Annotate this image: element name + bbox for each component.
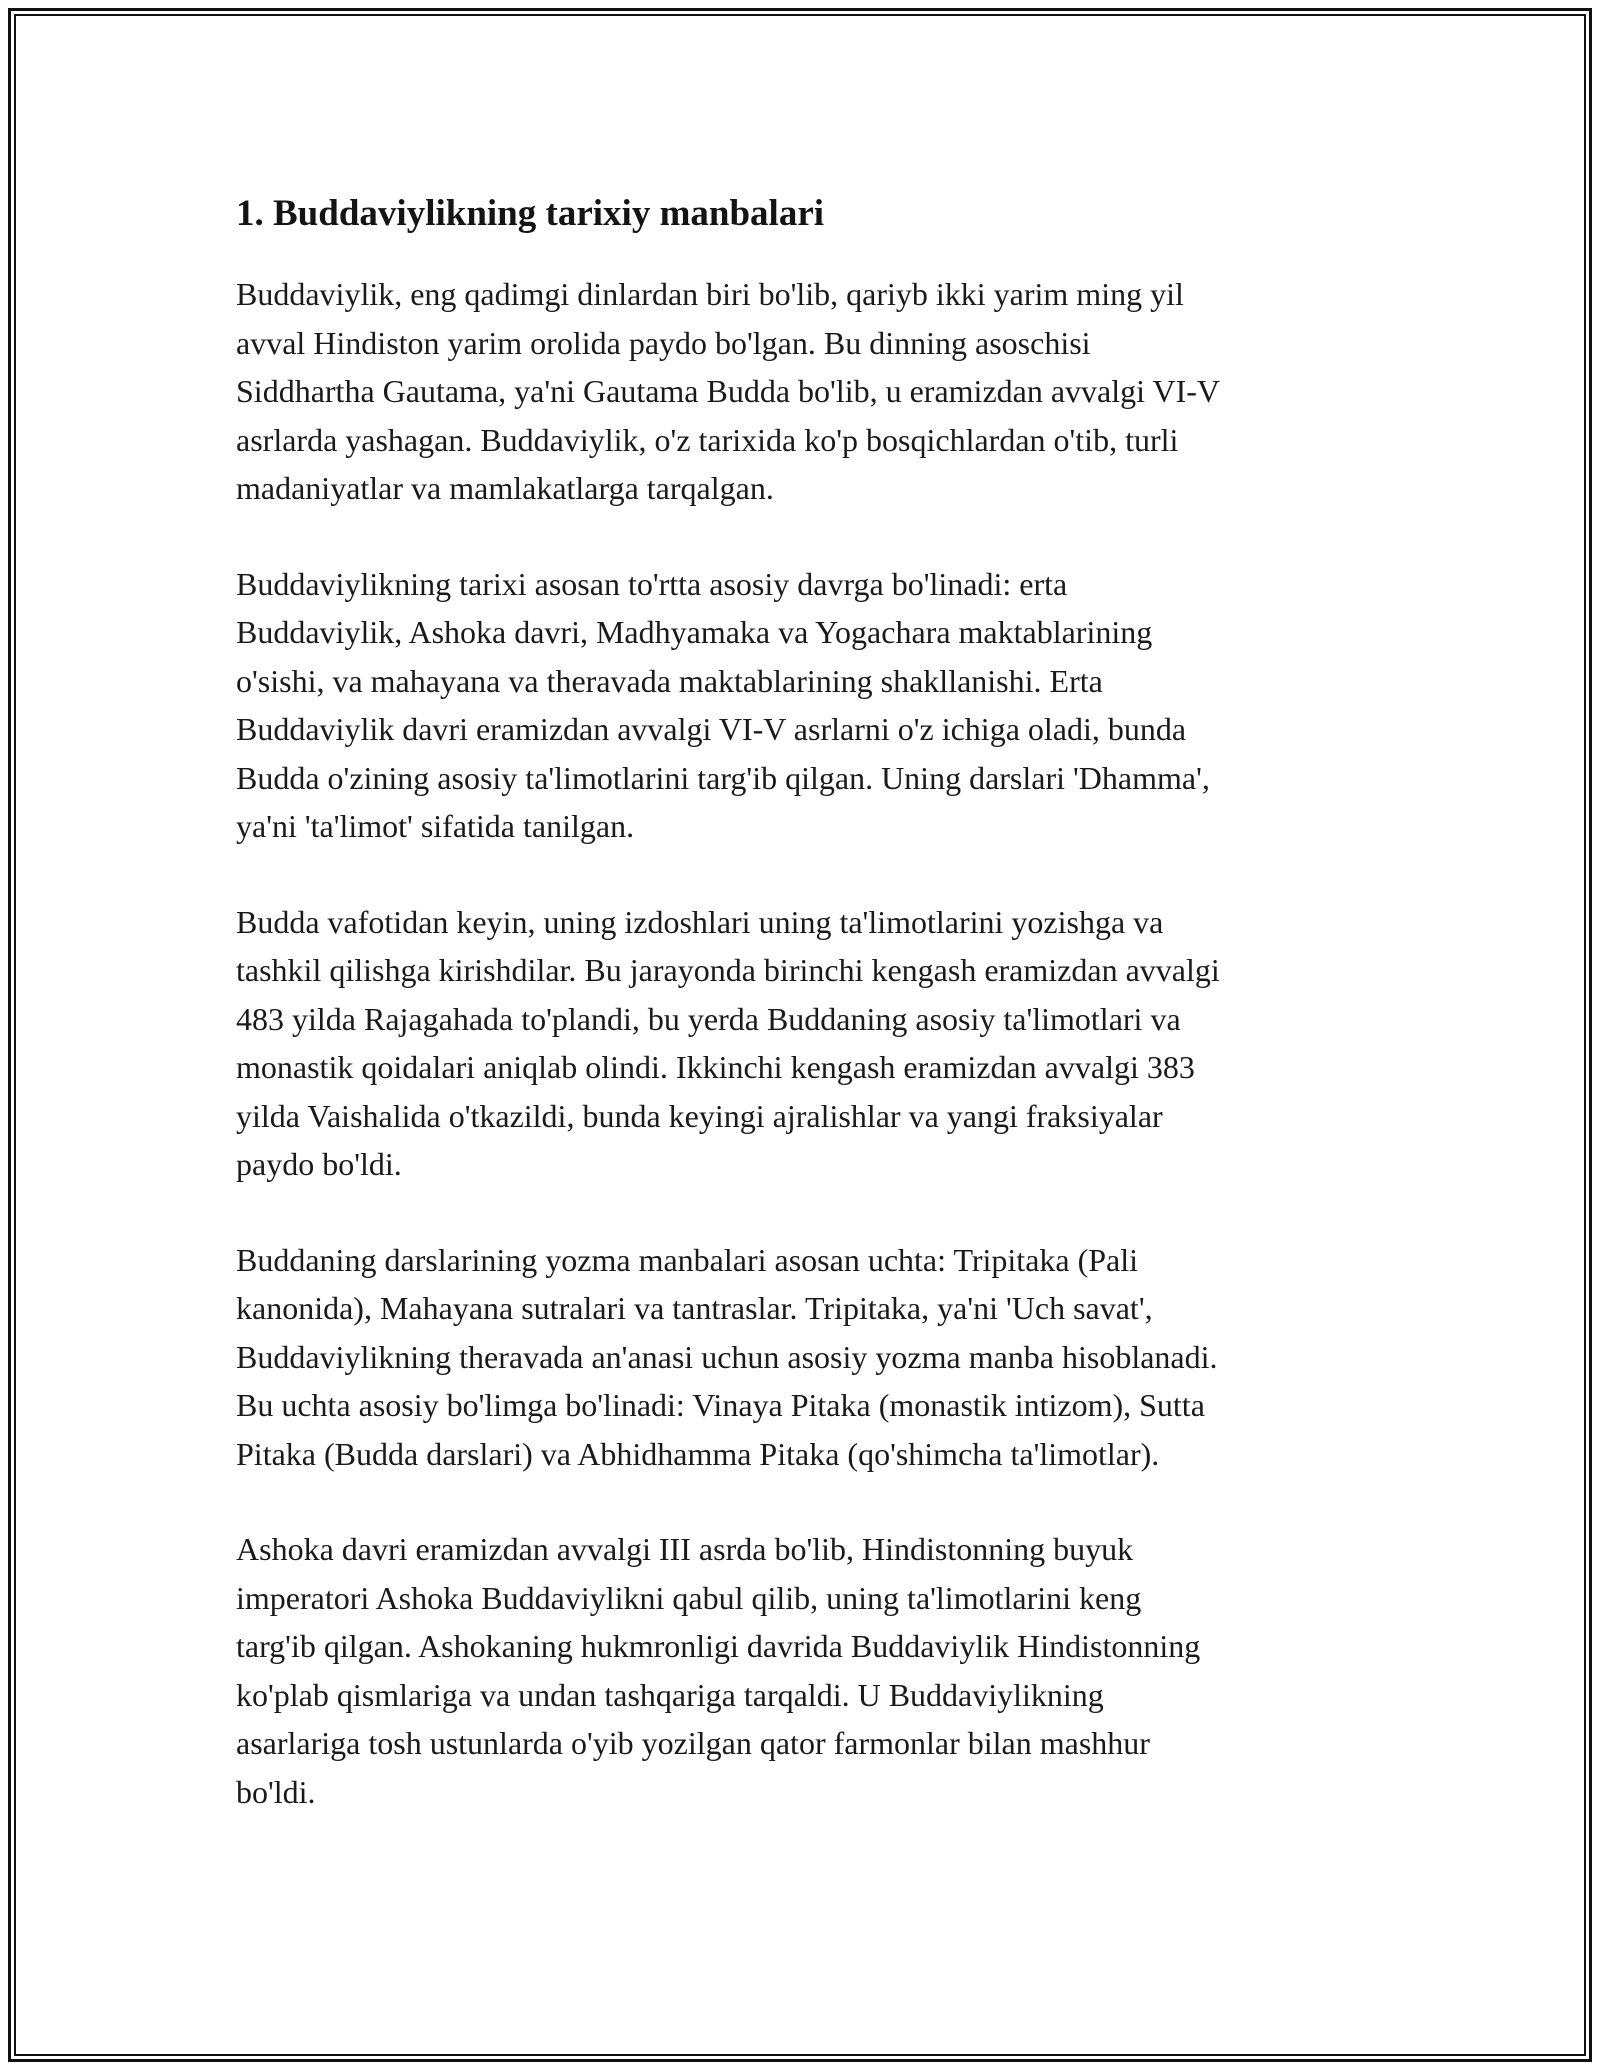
paragraph-periods: [236, 560, 1366, 851]
text-line: Bu uchta asosiy bo'limga bo'linadi: Vinaya Pitaka (monastik intizom), Sutta: [236, 1387, 1205, 1423]
text-line: tashkil qilishga kirishdilar. Bu jarayonda birinchi kengash eramizdan avvalgi: [236, 952, 1220, 988]
text-line: imperatori Ashoka Buddaviylikni qabul qilib, uning ta'limotlarini keng: [236, 1579, 1142, 1616]
text-line: kanonida), Mahayana sutralari va tantraslar. Tripitaka, ya'ni 'Uch savat',: [236, 1290, 1153, 1326]
text-line: avval Hindiston yarim orolida paydo bo'lgan. Bu dinning asoschisi: [236, 324, 1091, 361]
text-line: asrlarda yashagan. Buddaviylik, o'z tarixida ko'p bosqichlardan o'tib, turli: [236, 421, 1179, 458]
text-line: targ'ib qilgan. Ashokaning hukmronligi davrida Buddaviylik Hindistonning: [236, 1628, 1201, 1664]
text-line: paydo bo'ldi.: [236, 1146, 402, 1182]
text-line: ko'plab qismlariga va undan tashqariga tarqaldi. U Buddaviylikning: [236, 1676, 1104, 1713]
text-line: ya'ni 'ta'limot' sifatida tanilgan.: [236, 808, 635, 844]
text-line: bo'ldi.: [236, 1773, 316, 1810]
text-line: Buddaviylikning theravada an'anasi uchun asosiy yozma manba hisoblanadi.: [236, 1338, 1218, 1375]
text-line: asarlariga tosh ustunlarda o'yib yozilgan qator farmonlar bilan mashhur: [236, 1725, 1150, 1761]
text-line: Siddhartha Gautama, ya'ni Gautama Budda bo'lib, u eramizdan avvalgi VI-V: [236, 373, 1220, 409]
text-line: monastik qoidalari aniqlab olindi. Ikkinchi kengash eramizdan avvalgi 383: [236, 1049, 1195, 1085]
text-line: o'sishi, va mahayana va theravada maktablarining shakllanishi. Erta: [236, 662, 1103, 699]
text-line: Buddaviylik davri eramizdan avvalgi VI-V asrlarni o'z ichiga oladi, bunda: [236, 711, 1187, 747]
text-line: yilda Vaishalida o'tkazildi, bunda keyingi ajralishlar va yangi fraksiyalar: [236, 1097, 1163, 1134]
text-line: Buddaviylikning tarixi asosan to'rtta asosiy davrga bo'linadi: erta: [236, 565, 1068, 602]
text-line: madaniyatlar va mamlakatlarga tarqalgan.: [236, 470, 774, 506]
text-line: Budda vafotidan keyin, uning izdoshlari uning ta'limotlarini yozishga va: [236, 903, 1164, 940]
section-heading: 1. Buddaviylikning tarixiy manbalari: [236, 193, 825, 234]
paragraph-ashoka: [236, 1525, 1366, 1816]
text-line: Ashoka davri eramizdan avvalgi III asrda bo'lib, Hindistonning buyuk: [236, 1531, 1134, 1567]
text-line: 483 yilda Rajagahada to'plandi, bu yerda Buddaning asosiy ta'limotlari va: [236, 1000, 1181, 1037]
paragraph-intro: [236, 270, 1366, 513]
text-line: Buddaviylik, eng qadimgi dinlardan biri bo'lib, qariyb ikki yarim ming yil: [236, 276, 1184, 312]
text-line: Buddaviylik, Ashoka davri, Madhyamaka va Yogachara maktablarining: [236, 614, 1153, 650]
text-line: Buddaning darslarining yozma manbalari asosan uchta: Tripitaka (Pali: [236, 1241, 1139, 1278]
text-line: Budda o'zining asosiy ta'limotlarini targ'ib qilgan. Uning darslari 'Dhamma',: [236, 759, 1210, 796]
text-line: Pitaka (Budda darslari) va Abhidhamma Pitaka (qo'shimcha ta'limotlar).: [236, 1435, 1160, 1472]
document-body: [236, 186, 1366, 1863]
paragraph-councils: [236, 898, 1366, 1189]
paragraph-sources: [236, 1236, 1366, 1479]
